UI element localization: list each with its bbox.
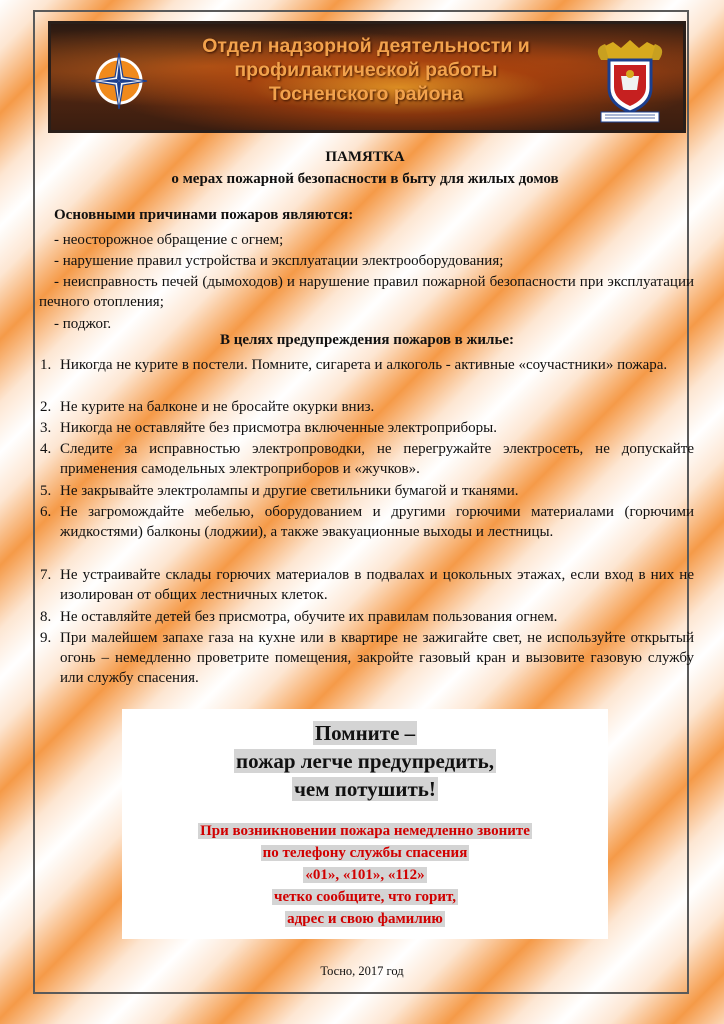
remember-line: Помните – <box>314 721 416 745</box>
rule-text: Никогда не оставляйте без присмотра включенные электроприборы. <box>60 420 497 436</box>
remember-slogan <box>122 719 608 803</box>
cause-item: - поджог. <box>54 316 112 332</box>
rule-text: При малейшем запахе газа на кухне или в квартире не зажигайте свет, не используйте открытый огонь – немедленно проветрите помещения, закройте газовый кран и вызовите газовую службу или службу спасения. <box>60 630 694 686</box>
rule-item <box>40 418 694 438</box>
rule-text: Не закрывайте электролампы и другие светильники бумагой и тканями. <box>60 483 519 499</box>
memo-title: ПАМЯТКА <box>325 149 405 165</box>
causes-heading: Основными причинами пожаров являются: <box>54 207 354 223</box>
banner-title-line: профилактической работы <box>234 59 498 81</box>
cause-item: - неосторожное обращение с огнем; <box>54 232 284 248</box>
footer-place-year: Тосно, 2017 год <box>320 964 404 978</box>
rule-text: Не загромождайте мебелью, оборудованием и другими горючими материалами (горючими жидкостями) балконы (лоджии), а также эвакуационные выходы и лестницы. <box>60 504 694 540</box>
rule-item <box>40 439 694 479</box>
rule-item <box>40 481 694 501</box>
call-line: При возникновении пожара немедленно звоните <box>200 823 530 839</box>
rule-number: 4. <box>40 441 52 457</box>
rule-text: Не устраивайте склады горючих материалов в подвалах и цокольных этажах, если вход в них не изолирован от общих лестничных клеток. <box>60 567 694 603</box>
header-banner <box>48 21 686 133</box>
rule-number: 2. <box>40 399 52 415</box>
banner-title-line: Отдел надзорной деятельности и <box>202 35 530 57</box>
call-line: адрес и свою фамилию <box>287 911 443 927</box>
rule-number: 9. <box>40 630 52 646</box>
emergency-numbers: «01», «101», «112» <box>305 867 425 883</box>
rule-number: 3. <box>40 420 52 436</box>
rule-text: Не оставляйте детей без присмотра, обучите их правилам пользования огнем. <box>60 609 558 625</box>
rule-number: 6. <box>40 504 52 520</box>
rule-number: 5. <box>40 483 52 499</box>
cause-item: - неисправность печей (дымоходов) и нарушение правил пожарной безопасности при эксплуатации печного отопления; <box>39 274 694 310</box>
cause-item: - нарушение правил устройства и эксплуатации электрооборудования; <box>54 253 504 269</box>
coat-of-arms-emblem <box>591 38 669 124</box>
mchs-star-emblem <box>89 51 149 111</box>
call-line: по телефону службы спасения <box>262 845 468 861</box>
rule-item <box>40 355 694 375</box>
rule-text: Не курите на балконе и не бросайте окурки вниз. <box>60 399 375 415</box>
prevention-heading: В целях предупреждения пожаров в жилье: <box>219 332 515 348</box>
rule-text: Никогда не курите в постели. Помните, сигарета и алкоголь - активные «соучастники» пожара. <box>60 357 668 373</box>
notice-box <box>122 709 608 939</box>
rule-number: 1. <box>40 357 52 373</box>
rule-item <box>40 397 694 417</box>
rule-item <box>40 607 694 627</box>
memo-subtitle: о мерах пожарной безопасности в быту для жилых домов <box>171 171 559 187</box>
rule-item <box>40 565 694 605</box>
banner-title-line: Тосненского района <box>268 83 464 105</box>
banner-title <box>201 34 531 106</box>
remember-line: пожар легче предупредить, <box>236 749 494 773</box>
call-line: четко сообщите, что горит, <box>274 889 456 905</box>
rule-number: 8. <box>40 609 52 625</box>
rule-text: Следите за исправностью электропроводки, не перегружайте электросеть, не допускайте применения самодельных электроприборов и «жучков». <box>60 441 694 477</box>
rule-number: 7. <box>40 567 52 583</box>
emergency-call-info <box>122 820 608 930</box>
remember-line: чем потушить! <box>294 777 436 801</box>
rule-item <box>40 628 694 688</box>
rule-item <box>40 502 694 542</box>
